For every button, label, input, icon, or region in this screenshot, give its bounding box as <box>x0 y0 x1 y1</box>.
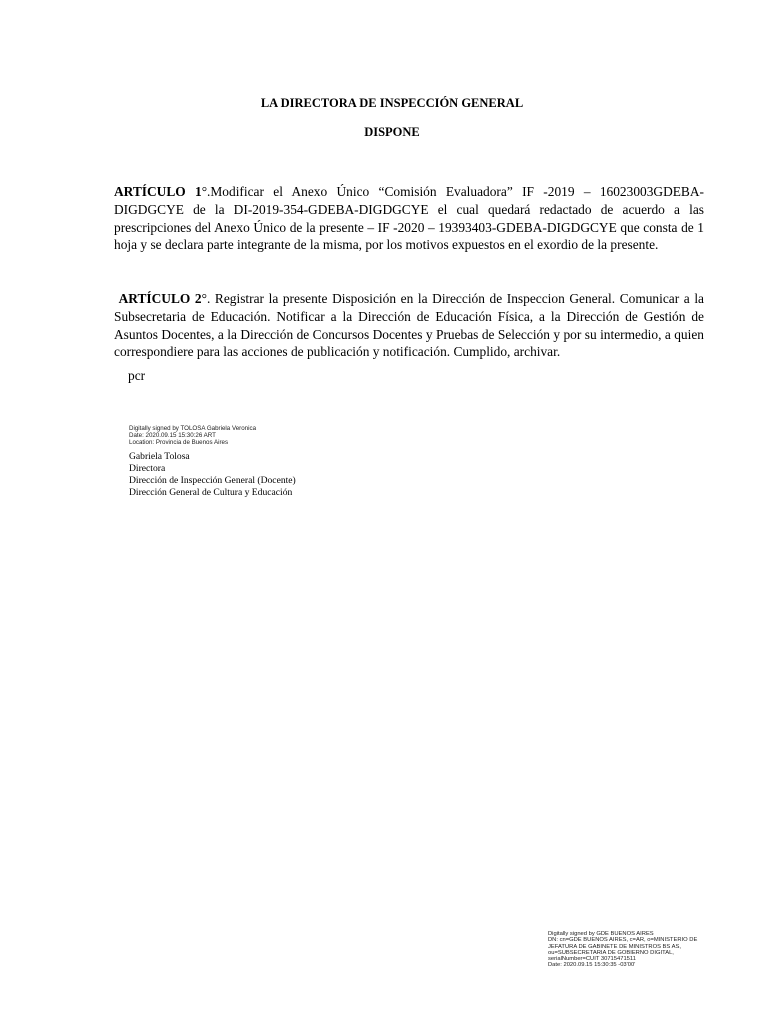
dispone-heading: DISPONE <box>364 125 420 139</box>
gde-digital-stamp <box>548 931 697 969</box>
digital-signature-line: Digitally signed by TOLOSA Gabriela Veronica <box>129 425 257 432</box>
stamp-line: Date: 2020.09.15 15:30:35 -03'00' <box>548 962 636 969</box>
digital-signature-info <box>129 426 296 446</box>
article-2-text: °. Registrar la presente Disposición en la Dirección de Inspeccion General. Comunicar a la Subsecretaria de Educación. Notificar a la Dirección de Educación Física, a la Dirección de Gestión de Asuntos Docentes, a la Dirección de Concursos Docentes y Pruebas de Selección y por su intermedio, a quien correspondiere para las acciones de publicación y notificación. Cumplido, archivar. <box>114 291 704 360</box>
signer-position: Directora <box>129 463 166 475</box>
article-1-text: °.Modificar el Anexo Único “Comisión Evaluadora” IF -2019 – 16023003GDEBA-DIGDGCYE de la DI-2019-354-GDEBA-DIGDGCYE el cual quedará redactado de acuerdo a las prescripciones del Anexo Único de la presente – IF -2020 – 19393403-GDEBA-DIGDGCYE que consta de 1 hoja y se declara parte integrante de la misma, por los motivos expuestos en el exordio de la presente. <box>114 184 704 253</box>
digital-signature-line: Date: 2020.09.15 15:30:26 ART <box>129 431 216 439</box>
digital-signature-line: Location: Provincia de Buenos Aires <box>129 438 229 446</box>
stamp-line: JEFATURA DE GABINETE DE MINISTROS BS AS, <box>548 943 681 950</box>
signature-block <box>129 426 296 499</box>
stamp-line: serialNumber=CUIT 30715471511 <box>548 956 636 963</box>
article-1 <box>114 183 704 254</box>
article-1-label: ARTÍCULO 1 <box>114 184 202 199</box>
initials: pcr <box>128 368 146 383</box>
signer-name: Gabriela Tolosa <box>129 451 190 463</box>
document-title: LA DIRECTORA DE INSPECCIÓN GENERAL <box>260 96 524 110</box>
stamp-line: DN: cn=GDE BUENOS AIRES, c=AR, o=MINISTERIO DE <box>548 937 698 944</box>
article-2-label: ARTÍCULO 2 <box>118 291 202 306</box>
signer-organization: Dirección General de Cultura y Educación <box>129 486 293 498</box>
stamp-line: ou=SUBSECRETARIA DE GOBIERNO DIGITAL, <box>548 949 674 956</box>
stamp-line: Digitally signed by GDE BUENOS AIRES <box>548 931 654 937</box>
signer-details <box>129 451 296 498</box>
signer-department: Dirección de Inspección General (Docente) <box>129 474 296 486</box>
article-2 <box>114 290 704 361</box>
